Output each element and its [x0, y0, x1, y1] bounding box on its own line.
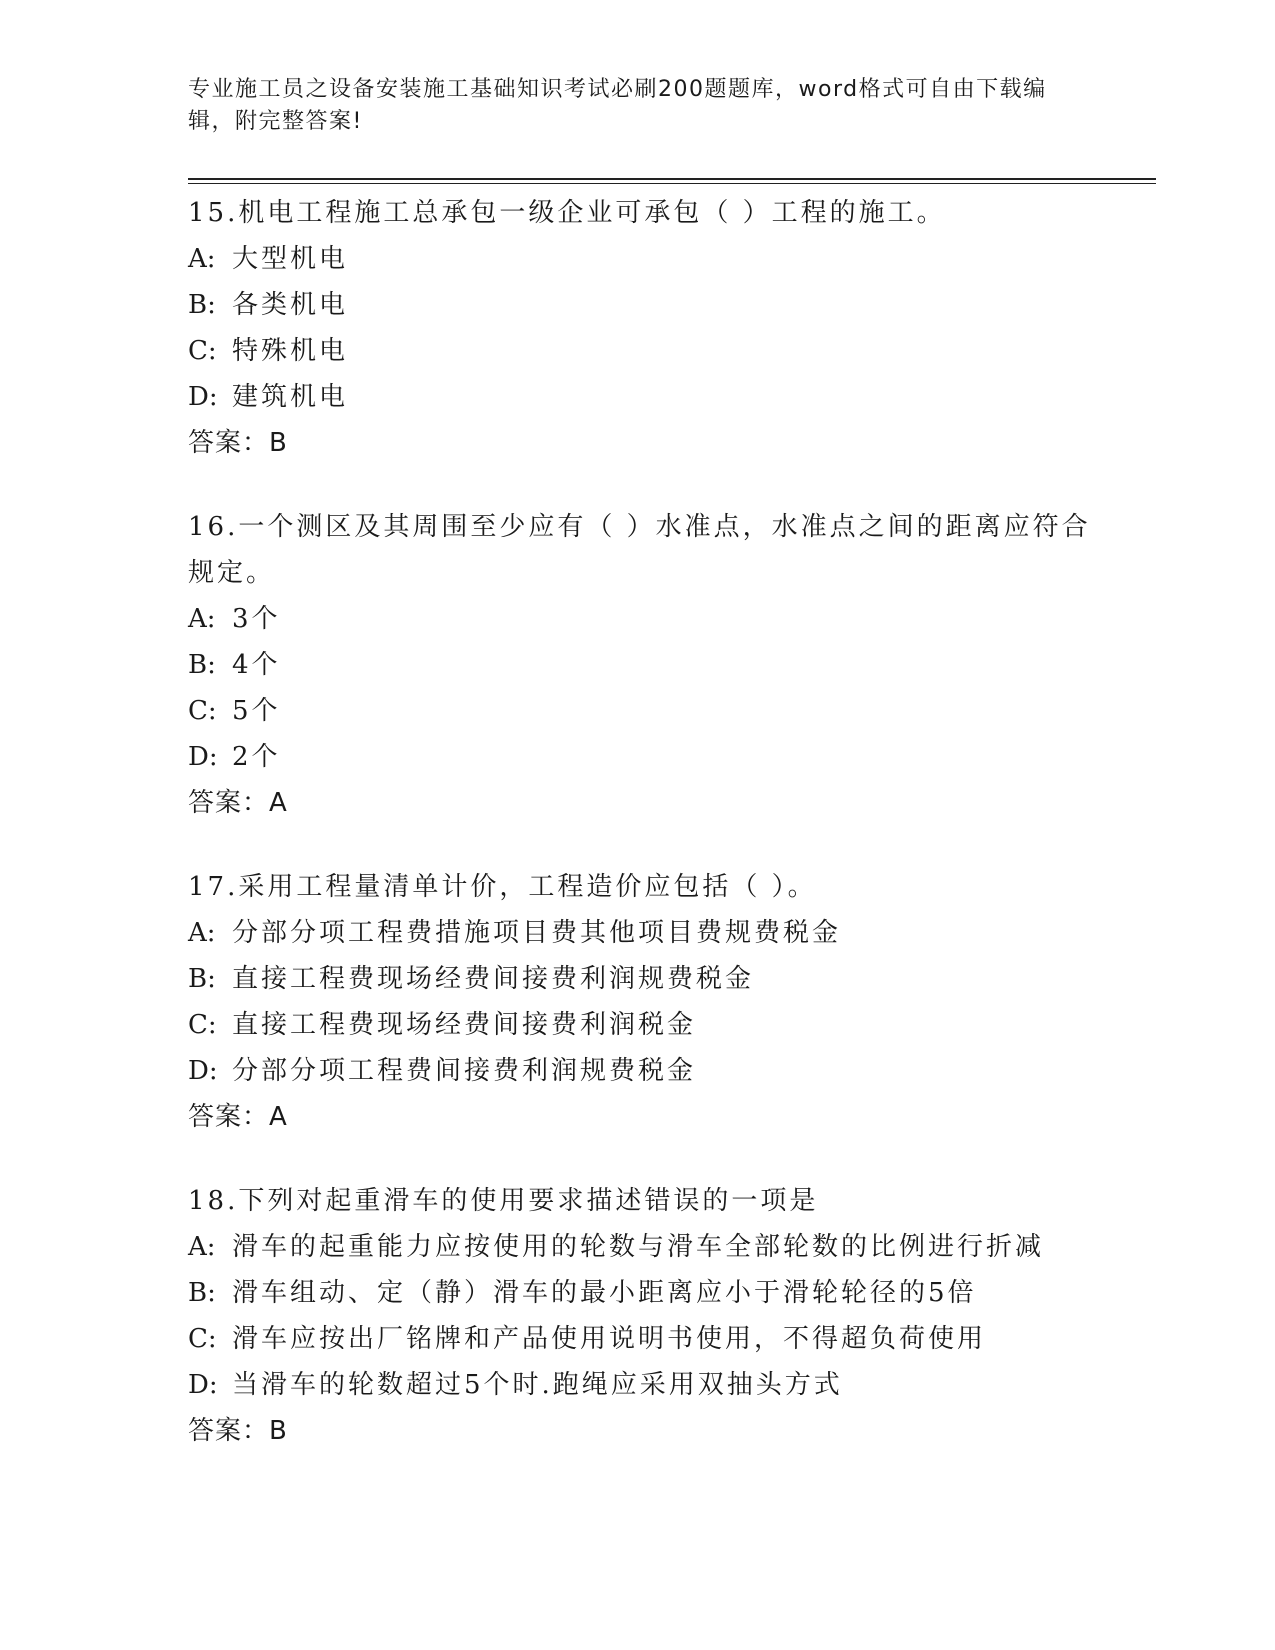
question-list	[188, 190, 1108, 1492]
answer-line: 答案：B	[188, 1416, 288, 1446]
option-letter: C:	[188, 1324, 217, 1354]
option-b	[188, 956, 1108, 1002]
option-b	[188, 642, 1108, 688]
option-letter: C:	[188, 696, 217, 726]
option-text: 大型机电	[232, 244, 349, 274]
question-stem: 16.一个测区及其周围至少应有（ ）水准点，水准点之间的距离应符合规定。	[188, 512, 1091, 588]
answer-line: 答案：B	[188, 428, 288, 458]
page-header	[188, 74, 1088, 138]
option-a	[188, 1224, 1108, 1270]
option-a	[188, 596, 1108, 642]
question-15	[188, 190, 1108, 466]
option-letter: A:	[188, 918, 216, 948]
option-text: 当滑车的轮数超过5个时.跑绳应采用双抽头方式	[232, 1370, 843, 1400]
option-letter: A:	[188, 244, 216, 274]
header-divider	[188, 178, 1156, 184]
option-text: 滑车组动、定（静）滑车的最小距离应小于滑轮轮径的5倍	[232, 1278, 977, 1308]
document-title: 专业施工员之设备安装施工基础知识考试必刷200题题库，word格式可自由下载编辑，附完整答案!	[188, 77, 1047, 134]
option-letter: D:	[188, 1056, 218, 1086]
option-letter: B:	[188, 1278, 216, 1308]
option-text: 2个	[232, 742, 281, 772]
option-text: 5个	[232, 696, 281, 726]
option-text: 滑车应按出厂铭牌和产品使用说明书使用，不得超负荷使用	[232, 1324, 987, 1354]
option-text: 各类机电	[232, 290, 349, 320]
option-text: 特殊机电	[232, 336, 349, 366]
option-a	[188, 910, 1108, 956]
option-c	[188, 328, 1108, 374]
option-letter: D:	[188, 1370, 218, 1400]
question-stem: 17.采用工程量清单计价，工程造价应包括（ ）。	[188, 872, 817, 902]
option-letter: B:	[188, 650, 216, 680]
option-b	[188, 1270, 1108, 1316]
answer-line: 答案：A	[188, 1102, 288, 1132]
option-d	[188, 1048, 1108, 1094]
option-letter: A:	[188, 604, 216, 634]
option-text: 直接工程费现场经费间接费利润规费税金	[232, 964, 755, 994]
option-text: 建筑机电	[232, 382, 349, 412]
question-stem: 15.机电工程施工总承包一级企业可承包（ ）工程的施工。	[188, 198, 946, 228]
option-text: 3个	[232, 604, 281, 634]
answer-line: 答案：A	[188, 788, 288, 818]
option-text: 滑车的起重能力应按使用的轮数与滑车全部轮数的比例进行折减	[232, 1232, 1045, 1262]
option-letter: B:	[188, 290, 216, 320]
question-17	[188, 864, 1108, 1140]
option-text: 直接工程费现场经费间接费利润税金	[232, 1010, 697, 1040]
question-18	[188, 1178, 1108, 1454]
option-letter: C:	[188, 1010, 217, 1040]
option-letter: D:	[188, 382, 218, 412]
option-a	[188, 236, 1108, 282]
option-text: 分部分项工程费措施项目费其他项目费规费税金	[232, 918, 842, 948]
option-d	[188, 734, 1108, 780]
option-c	[188, 1002, 1108, 1048]
option-letter: C:	[188, 336, 217, 366]
question-16	[188, 504, 1108, 826]
option-text: 分部分项工程费间接费利润规费税金	[232, 1056, 697, 1086]
option-letter: D:	[188, 742, 218, 772]
option-text: 4个	[232, 650, 281, 680]
option-d	[188, 374, 1108, 420]
option-c	[188, 1316, 1108, 1362]
option-letter: B:	[188, 964, 216, 994]
option-c	[188, 688, 1108, 734]
option-d	[188, 1362, 1108, 1408]
question-stem: 18.下列对起重滑车的使用要求描述错误的一项是	[188, 1186, 819, 1216]
option-letter: A:	[188, 1232, 216, 1262]
option-b	[188, 282, 1108, 328]
